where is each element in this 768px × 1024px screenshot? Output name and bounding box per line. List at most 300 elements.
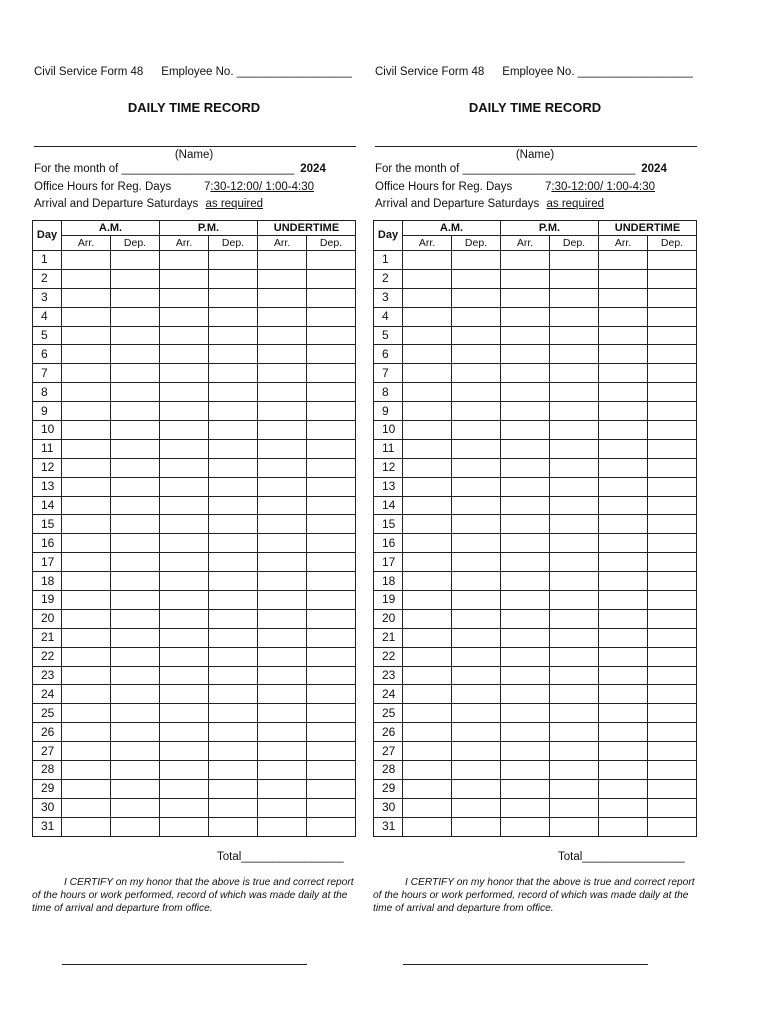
pm-dep-cell[interactable] bbox=[209, 496, 258, 515]
ut-dep-cell[interactable] bbox=[307, 383, 356, 402]
ut-arr-cell[interactable] bbox=[258, 704, 307, 723]
pm-dep-cell[interactable] bbox=[209, 345, 258, 364]
pm-dep-cell[interactable] bbox=[550, 666, 599, 685]
total-field[interactable]: Total________________ bbox=[217, 851, 344, 863]
pm-arr-cell[interactable] bbox=[501, 666, 550, 685]
ut-dep-cell[interactable] bbox=[648, 704, 697, 723]
am-arr-cell[interactable] bbox=[62, 534, 111, 553]
pm-dep-cell[interactable] bbox=[550, 496, 599, 515]
ut-arr-cell[interactable] bbox=[599, 609, 648, 628]
pm-arr-cell[interactable] bbox=[501, 685, 550, 704]
am-dep-cell[interactable] bbox=[111, 515, 160, 534]
am-dep-cell[interactable] bbox=[111, 307, 160, 326]
ut-dep-cell[interactable] bbox=[307, 326, 356, 345]
ut-arr-cell[interactable] bbox=[258, 402, 307, 421]
am-arr-cell[interactable] bbox=[403, 628, 452, 647]
ut-arr-cell[interactable] bbox=[599, 779, 648, 798]
ut-arr-cell[interactable] bbox=[599, 326, 648, 345]
am-dep-cell[interactable] bbox=[111, 402, 160, 421]
ut-arr-cell[interactable] bbox=[258, 307, 307, 326]
ut-arr-cell[interactable] bbox=[599, 288, 648, 307]
pm-arr-cell[interactable] bbox=[501, 609, 550, 628]
pm-dep-cell[interactable] bbox=[550, 761, 599, 780]
ut-arr-cell[interactable] bbox=[599, 534, 648, 553]
am-dep-cell[interactable] bbox=[452, 345, 501, 364]
am-dep-cell[interactable] bbox=[111, 628, 160, 647]
am-dep-cell[interactable] bbox=[111, 288, 160, 307]
ut-dep-cell[interactable] bbox=[648, 307, 697, 326]
pm-dep-cell[interactable] bbox=[550, 251, 599, 270]
pm-arr-cell[interactable] bbox=[160, 742, 209, 761]
am-dep-cell[interactable] bbox=[452, 534, 501, 553]
pm-dep-cell[interactable] bbox=[209, 723, 258, 742]
ut-dep-cell[interactable] bbox=[307, 496, 356, 515]
am-arr-cell[interactable] bbox=[62, 307, 111, 326]
am-arr-cell[interactable] bbox=[403, 742, 452, 761]
ut-dep-cell[interactable] bbox=[307, 779, 356, 798]
ut-dep-cell[interactable] bbox=[648, 496, 697, 515]
am-dep-cell[interactable] bbox=[452, 685, 501, 704]
am-arr-cell[interactable] bbox=[62, 477, 111, 496]
pm-arr-cell[interactable] bbox=[501, 477, 550, 496]
ut-arr-cell[interactable] bbox=[599, 345, 648, 364]
am-dep-cell[interactable] bbox=[452, 742, 501, 761]
pm-arr-cell[interactable] bbox=[160, 647, 209, 666]
am-dep-cell[interactable] bbox=[452, 269, 501, 288]
pm-arr-cell[interactable] bbox=[501, 402, 550, 421]
pm-dep-cell[interactable] bbox=[209, 742, 258, 761]
pm-arr-cell[interactable] bbox=[501, 288, 550, 307]
am-dep-cell[interactable] bbox=[111, 723, 160, 742]
month-field[interactable]: For the month of ___________________________ bbox=[34, 163, 295, 175]
ut-dep-cell[interactable] bbox=[648, 609, 697, 628]
am-dep-cell[interactable] bbox=[452, 515, 501, 534]
pm-arr-cell[interactable] bbox=[160, 345, 209, 364]
am-dep-cell[interactable] bbox=[452, 458, 501, 477]
ut-dep-cell[interactable] bbox=[648, 383, 697, 402]
ut-arr-cell[interactable] bbox=[599, 723, 648, 742]
ut-arr-cell[interactable] bbox=[599, 383, 648, 402]
ut-arr-cell[interactable] bbox=[599, 402, 648, 421]
ut-arr-cell[interactable] bbox=[258, 326, 307, 345]
pm-dep-cell[interactable] bbox=[209, 591, 258, 610]
pm-dep-cell[interactable] bbox=[209, 269, 258, 288]
am-arr-cell[interactable] bbox=[62, 761, 111, 780]
am-dep-cell[interactable] bbox=[452, 628, 501, 647]
pm-dep-cell[interactable] bbox=[550, 383, 599, 402]
am-arr-cell[interactable] bbox=[62, 666, 111, 685]
ut-dep-cell[interactable] bbox=[648, 685, 697, 704]
ut-arr-cell[interactable] bbox=[258, 685, 307, 704]
am-dep-cell[interactable] bbox=[452, 647, 501, 666]
ut-arr-cell[interactable] bbox=[258, 383, 307, 402]
ut-dep-cell[interactable] bbox=[648, 402, 697, 421]
pm-dep-cell[interactable] bbox=[550, 458, 599, 477]
ut-dep-cell[interactable] bbox=[648, 666, 697, 685]
pm-dep-cell[interactable] bbox=[550, 798, 599, 817]
am-arr-cell[interactable] bbox=[403, 723, 452, 742]
am-dep-cell[interactable] bbox=[452, 421, 501, 440]
pm-arr-cell[interactable] bbox=[501, 496, 550, 515]
am-dep-cell[interactable] bbox=[111, 647, 160, 666]
pm-arr-cell[interactable] bbox=[501, 817, 550, 836]
pm-arr-cell[interactable] bbox=[160, 269, 209, 288]
pm-dep-cell[interactable] bbox=[550, 553, 599, 572]
ut-arr-cell[interactable] bbox=[599, 685, 648, 704]
pm-dep-cell[interactable] bbox=[209, 439, 258, 458]
pm-arr-cell[interactable] bbox=[160, 496, 209, 515]
total-field[interactable]: Total________________ bbox=[558, 851, 685, 863]
am-dep-cell[interactable] bbox=[452, 572, 501, 591]
am-dep-cell[interactable] bbox=[452, 307, 501, 326]
ut-arr-cell[interactable] bbox=[599, 515, 648, 534]
am-dep-cell[interactable] bbox=[111, 591, 160, 610]
pm-dep-cell[interactable] bbox=[550, 723, 599, 742]
ut-arr-cell[interactable] bbox=[258, 609, 307, 628]
am-dep-cell[interactable] bbox=[452, 439, 501, 458]
am-arr-cell[interactable] bbox=[403, 345, 452, 364]
pm-arr-cell[interactable] bbox=[160, 402, 209, 421]
ut-dep-cell[interactable] bbox=[648, 647, 697, 666]
pm-dep-cell[interactable] bbox=[550, 647, 599, 666]
pm-arr-cell[interactable] bbox=[160, 628, 209, 647]
pm-dep-cell[interactable] bbox=[209, 666, 258, 685]
pm-arr-cell[interactable] bbox=[160, 704, 209, 723]
ut-arr-cell[interactable] bbox=[258, 591, 307, 610]
am-arr-cell[interactable] bbox=[62, 269, 111, 288]
ut-arr-cell[interactable] bbox=[599, 251, 648, 270]
pm-dep-cell[interactable] bbox=[550, 572, 599, 591]
ut-dep-cell[interactable] bbox=[648, 628, 697, 647]
ut-dep-cell[interactable] bbox=[307, 421, 356, 440]
employee-no-field[interactable]: Employee No. __________________ bbox=[161, 66, 352, 78]
pm-arr-cell[interactable] bbox=[501, 628, 550, 647]
ut-dep-cell[interactable] bbox=[648, 723, 697, 742]
pm-arr-cell[interactable] bbox=[501, 572, 550, 591]
pm-arr-cell[interactable] bbox=[160, 591, 209, 610]
am-dep-cell[interactable] bbox=[111, 364, 160, 383]
pm-arr-cell[interactable] bbox=[160, 685, 209, 704]
am-dep-cell[interactable] bbox=[452, 251, 501, 270]
ut-arr-cell[interactable] bbox=[599, 458, 648, 477]
am-dep-cell[interactable] bbox=[111, 421, 160, 440]
pm-arr-cell[interactable] bbox=[160, 609, 209, 628]
pm-dep-cell[interactable] bbox=[550, 326, 599, 345]
am-arr-cell[interactable] bbox=[62, 704, 111, 723]
pm-dep-cell[interactable] bbox=[550, 439, 599, 458]
pm-dep-cell[interactable] bbox=[550, 515, 599, 534]
pm-arr-cell[interactable] bbox=[160, 326, 209, 345]
ut-dep-cell[interactable] bbox=[307, 553, 356, 572]
ut-dep-cell[interactable] bbox=[307, 572, 356, 591]
am-dep-cell[interactable] bbox=[111, 572, 160, 591]
pm-dep-cell[interactable] bbox=[209, 288, 258, 307]
am-dep-cell[interactable] bbox=[452, 383, 501, 402]
am-arr-cell[interactable] bbox=[62, 439, 111, 458]
am-dep-cell[interactable] bbox=[452, 723, 501, 742]
ut-dep-cell[interactable] bbox=[648, 534, 697, 553]
ut-dep-cell[interactable] bbox=[648, 477, 697, 496]
ut-arr-cell[interactable] bbox=[258, 269, 307, 288]
am-arr-cell[interactable] bbox=[403, 761, 452, 780]
pm-dep-cell[interactable] bbox=[550, 779, 599, 798]
am-arr-cell[interactable] bbox=[62, 364, 111, 383]
ut-dep-cell[interactable] bbox=[307, 534, 356, 553]
ut-arr-cell[interactable] bbox=[258, 647, 307, 666]
ut-arr-cell[interactable] bbox=[258, 515, 307, 534]
name-line[interactable] bbox=[34, 146, 356, 147]
am-dep-cell[interactable] bbox=[111, 742, 160, 761]
pm-arr-cell[interactable] bbox=[501, 251, 550, 270]
am-arr-cell[interactable] bbox=[62, 628, 111, 647]
ut-arr-cell[interactable] bbox=[599, 421, 648, 440]
ut-arr-cell[interactable] bbox=[599, 553, 648, 572]
ut-dep-cell[interactable] bbox=[307, 723, 356, 742]
am-arr-cell[interactable] bbox=[403, 591, 452, 610]
ut-dep-cell[interactable] bbox=[307, 591, 356, 610]
am-arr-cell[interactable] bbox=[62, 572, 111, 591]
am-arr-cell[interactable] bbox=[403, 515, 452, 534]
am-dep-cell[interactable] bbox=[111, 326, 160, 345]
ut-dep-cell[interactable] bbox=[648, 817, 697, 836]
pm-dep-cell[interactable] bbox=[209, 402, 258, 421]
pm-dep-cell[interactable] bbox=[550, 534, 599, 553]
am-arr-cell[interactable] bbox=[403, 609, 452, 628]
employee-no-field[interactable]: Employee No. __________________ bbox=[502, 66, 693, 78]
pm-dep-cell[interactable] bbox=[209, 761, 258, 780]
am-dep-cell[interactable] bbox=[111, 817, 160, 836]
ut-dep-cell[interactable] bbox=[307, 647, 356, 666]
am-dep-cell[interactable] bbox=[111, 798, 160, 817]
pm-dep-cell[interactable] bbox=[209, 534, 258, 553]
am-dep-cell[interactable] bbox=[111, 477, 160, 496]
am-dep-cell[interactable] bbox=[111, 383, 160, 402]
pm-dep-cell[interactable] bbox=[209, 326, 258, 345]
ut-dep-cell[interactable] bbox=[648, 269, 697, 288]
signature-line[interactable] bbox=[403, 964, 648, 965]
am-arr-cell[interactable] bbox=[403, 326, 452, 345]
ut-arr-cell[interactable] bbox=[599, 666, 648, 685]
ut-dep-cell[interactable] bbox=[307, 798, 356, 817]
am-arr-cell[interactable] bbox=[403, 269, 452, 288]
pm-dep-cell[interactable] bbox=[209, 515, 258, 534]
pm-dep-cell[interactable] bbox=[209, 553, 258, 572]
am-arr-cell[interactable] bbox=[62, 553, 111, 572]
am-arr-cell[interactable] bbox=[403, 496, 452, 515]
ut-arr-cell[interactable] bbox=[258, 723, 307, 742]
pm-arr-cell[interactable] bbox=[160, 572, 209, 591]
name-line[interactable] bbox=[375, 146, 697, 147]
pm-arr-cell[interactable] bbox=[160, 458, 209, 477]
pm-arr-cell[interactable] bbox=[501, 439, 550, 458]
pm-arr-cell[interactable] bbox=[501, 647, 550, 666]
ut-dep-cell[interactable] bbox=[307, 345, 356, 364]
pm-dep-cell[interactable] bbox=[209, 817, 258, 836]
ut-arr-cell[interactable] bbox=[599, 439, 648, 458]
ut-dep-cell[interactable] bbox=[307, 685, 356, 704]
pm-arr-cell[interactable] bbox=[160, 779, 209, 798]
am-dep-cell[interactable] bbox=[452, 609, 501, 628]
ut-dep-cell[interactable] bbox=[307, 817, 356, 836]
pm-arr-cell[interactable] bbox=[501, 458, 550, 477]
pm-arr-cell[interactable] bbox=[501, 742, 550, 761]
am-arr-cell[interactable] bbox=[62, 817, 111, 836]
ut-dep-cell[interactable] bbox=[648, 458, 697, 477]
am-arr-cell[interactable] bbox=[62, 685, 111, 704]
ut-dep-cell[interactable] bbox=[307, 269, 356, 288]
am-dep-cell[interactable] bbox=[452, 666, 501, 685]
ut-arr-cell[interactable] bbox=[258, 817, 307, 836]
am-dep-cell[interactable] bbox=[452, 402, 501, 421]
am-dep-cell[interactable] bbox=[111, 553, 160, 572]
pm-dep-cell[interactable] bbox=[209, 421, 258, 440]
pm-arr-cell[interactable] bbox=[501, 345, 550, 364]
am-dep-cell[interactable] bbox=[452, 496, 501, 515]
ut-arr-cell[interactable] bbox=[599, 496, 648, 515]
pm-dep-cell[interactable] bbox=[550, 421, 599, 440]
ut-dep-cell[interactable] bbox=[648, 439, 697, 458]
ut-arr-cell[interactable] bbox=[258, 288, 307, 307]
ut-arr-cell[interactable] bbox=[258, 779, 307, 798]
pm-arr-cell[interactable] bbox=[160, 288, 209, 307]
am-arr-cell[interactable] bbox=[403, 383, 452, 402]
pm-dep-cell[interactable] bbox=[209, 798, 258, 817]
ut-arr-cell[interactable] bbox=[258, 458, 307, 477]
ut-dep-cell[interactable] bbox=[307, 704, 356, 723]
ut-arr-cell[interactable] bbox=[258, 421, 307, 440]
pm-arr-cell[interactable] bbox=[160, 761, 209, 780]
ut-arr-cell[interactable] bbox=[599, 704, 648, 723]
ut-arr-cell[interactable] bbox=[258, 534, 307, 553]
pm-arr-cell[interactable] bbox=[160, 307, 209, 326]
pm-dep-cell[interactable] bbox=[209, 383, 258, 402]
am-arr-cell[interactable] bbox=[62, 326, 111, 345]
am-dep-cell[interactable] bbox=[111, 251, 160, 270]
ut-arr-cell[interactable] bbox=[599, 364, 648, 383]
pm-dep-cell[interactable] bbox=[550, 742, 599, 761]
ut-dep-cell[interactable] bbox=[307, 666, 356, 685]
month-row[interactable] bbox=[34, 163, 326, 175]
am-dep-cell[interactable] bbox=[452, 761, 501, 780]
am-arr-cell[interactable] bbox=[403, 647, 452, 666]
pm-arr-cell[interactable] bbox=[501, 383, 550, 402]
ut-dep-cell[interactable] bbox=[307, 742, 356, 761]
pm-arr-cell[interactable] bbox=[501, 515, 550, 534]
pm-dep-cell[interactable] bbox=[209, 685, 258, 704]
pm-dep-cell[interactable] bbox=[209, 251, 258, 270]
ut-arr-cell[interactable] bbox=[599, 647, 648, 666]
am-arr-cell[interactable] bbox=[62, 496, 111, 515]
am-arr-cell[interactable] bbox=[403, 288, 452, 307]
pm-dep-cell[interactable] bbox=[550, 685, 599, 704]
am-dep-cell[interactable] bbox=[452, 591, 501, 610]
pm-dep-cell[interactable] bbox=[550, 269, 599, 288]
ut-dep-cell[interactable] bbox=[307, 477, 356, 496]
ut-arr-cell[interactable] bbox=[599, 817, 648, 836]
ut-dep-cell[interactable] bbox=[648, 345, 697, 364]
ut-arr-cell[interactable] bbox=[258, 345, 307, 364]
pm-dep-cell[interactable] bbox=[209, 572, 258, 591]
ut-dep-cell[interactable] bbox=[648, 591, 697, 610]
am-dep-cell[interactable] bbox=[452, 817, 501, 836]
am-dep-cell[interactable] bbox=[111, 439, 160, 458]
pm-dep-cell[interactable] bbox=[209, 647, 258, 666]
am-arr-cell[interactable] bbox=[403, 402, 452, 421]
am-arr-cell[interactable] bbox=[62, 458, 111, 477]
ut-dep-cell[interactable] bbox=[307, 761, 356, 780]
pm-arr-cell[interactable] bbox=[501, 798, 550, 817]
signature-line[interactable] bbox=[62, 964, 307, 965]
pm-dep-cell[interactable] bbox=[550, 288, 599, 307]
ut-dep-cell[interactable] bbox=[648, 515, 697, 534]
ut-arr-cell[interactable] bbox=[599, 572, 648, 591]
am-dep-cell[interactable] bbox=[111, 685, 160, 704]
ut-dep-cell[interactable] bbox=[648, 572, 697, 591]
pm-arr-cell[interactable] bbox=[501, 326, 550, 345]
pm-arr-cell[interactable] bbox=[501, 761, 550, 780]
am-arr-cell[interactable] bbox=[403, 817, 452, 836]
ut-arr-cell[interactable] bbox=[599, 742, 648, 761]
pm-dep-cell[interactable] bbox=[550, 628, 599, 647]
ut-arr-cell[interactable] bbox=[258, 798, 307, 817]
ut-arr-cell[interactable] bbox=[599, 628, 648, 647]
month-row[interactable] bbox=[375, 163, 667, 175]
pm-arr-cell[interactable] bbox=[501, 307, 550, 326]
ut-arr-cell[interactable] bbox=[258, 496, 307, 515]
am-arr-cell[interactable] bbox=[403, 798, 452, 817]
ut-arr-cell[interactable] bbox=[258, 439, 307, 458]
am-arr-cell[interactable] bbox=[62, 251, 111, 270]
ut-arr-cell[interactable] bbox=[258, 553, 307, 572]
pm-dep-cell[interactable] bbox=[550, 477, 599, 496]
pm-arr-cell[interactable] bbox=[501, 591, 550, 610]
am-arr-cell[interactable] bbox=[62, 742, 111, 761]
am-arr-cell[interactable] bbox=[403, 572, 452, 591]
am-dep-cell[interactable] bbox=[111, 269, 160, 288]
am-arr-cell[interactable] bbox=[403, 364, 452, 383]
ut-arr-cell[interactable] bbox=[599, 798, 648, 817]
ut-dep-cell[interactable] bbox=[648, 779, 697, 798]
ut-arr-cell[interactable] bbox=[258, 628, 307, 647]
ut-dep-cell[interactable] bbox=[648, 326, 697, 345]
am-arr-cell[interactable] bbox=[62, 647, 111, 666]
ut-dep-cell[interactable] bbox=[648, 742, 697, 761]
pm-arr-cell[interactable] bbox=[501, 364, 550, 383]
am-dep-cell[interactable] bbox=[111, 496, 160, 515]
am-arr-cell[interactable] bbox=[62, 383, 111, 402]
pm-arr-cell[interactable] bbox=[160, 553, 209, 572]
pm-dep-cell[interactable] bbox=[550, 402, 599, 421]
ut-dep-cell[interactable] bbox=[307, 307, 356, 326]
pm-arr-cell[interactable] bbox=[160, 364, 209, 383]
pm-dep-cell[interactable] bbox=[550, 704, 599, 723]
ut-dep-cell[interactable] bbox=[648, 553, 697, 572]
ut-arr-cell[interactable] bbox=[258, 251, 307, 270]
pm-arr-cell[interactable] bbox=[501, 534, 550, 553]
am-dep-cell[interactable] bbox=[452, 288, 501, 307]
am-arr-cell[interactable] bbox=[62, 515, 111, 534]
ut-arr-cell[interactable] bbox=[258, 742, 307, 761]
am-dep-cell[interactable] bbox=[111, 704, 160, 723]
pm-arr-cell[interactable] bbox=[501, 704, 550, 723]
pm-arr-cell[interactable] bbox=[160, 666, 209, 685]
ut-dep-cell[interactable] bbox=[648, 421, 697, 440]
ut-dep-cell[interactable] bbox=[307, 628, 356, 647]
pm-dep-cell[interactable] bbox=[209, 628, 258, 647]
am-dep-cell[interactable] bbox=[111, 534, 160, 553]
ut-dep-cell[interactable] bbox=[648, 364, 697, 383]
am-dep-cell[interactable] bbox=[111, 609, 160, 628]
